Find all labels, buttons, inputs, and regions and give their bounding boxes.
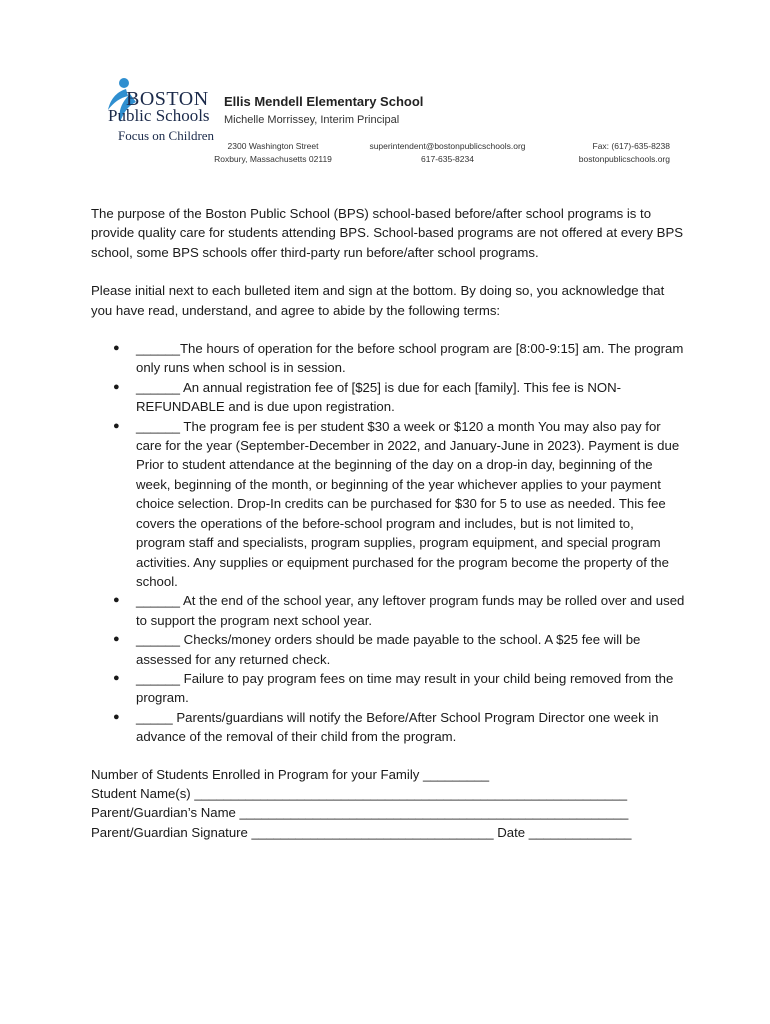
term-text: _____ Parents/guardians will notify the Before/After School Program Director one week in advance of the removal of their child from the program. <box>136 709 659 745</box>
document-body <box>91 204 685 842</box>
website-link[interactable]: bostonpublicschools.org <box>578 154 670 164</box>
logo-public-schools-text: Public Schools <box>108 106 210 125</box>
logo-tagline: Focus on Children <box>118 128 215 143</box>
contact-info <box>360 140 535 166</box>
list-item <box>91 417 685 592</box>
email-address[interactable]: superintendent@bostonpublicschools.org <box>369 141 526 151</box>
list-item <box>91 630 685 669</box>
letterhead <box>0 0 770 180</box>
bullet-icon: ● <box>113 342 120 355</box>
term-text: ______ An annual registration fee of [$25] is due for each [family]. This fee is NON-REFUNDABLE and is due upon registration. <box>136 379 622 415</box>
list-item <box>91 339 685 378</box>
term-text: ______ Failure to pay program fees on time may result in your child being removed from the program. <box>136 670 674 706</box>
address-line-2: Roxbury, Massachusetts 02119 <box>214 154 332 164</box>
guardian-name-field[interactable]: Parent/Guardian’s Name _____________________________________________________ <box>91 805 629 821</box>
fax-web-info <box>560 140 670 166</box>
term-text: ______ The program fee is per student $30 a week or $120 a month You may also pay for care for the year (September-December in 2022, and January-June in 2023). Payment is due Prior to student attendance at the beginning of the day on a drop-in day, beginning of the week, beginning of the month, or beginning of the year whichever applies to your payment choice selection. Drop-In credits can be purchased for $30 for 5 to use as needed. This fee covers the operations of the before-school program and includes, but is not limited to, program staff and specialists, program supplies, program equipment, and special program activities. Any supplies or equipment purchased for the program become the property of the school. <box>136 418 680 589</box>
school-name: Ellis Mendell Elementary School <box>224 94 424 109</box>
term-text: ______ Checks/money orders should be made payable to the school. A $25 fee will be assessed for any returned check. <box>136 632 641 667</box>
terms-list <box>91 339 685 747</box>
principal-name: Michelle Morrissey, Interim Principal <box>224 114 400 126</box>
guardian-signature-field[interactable]: Parent/Guardian Signature _________________________________ Date ______________ <box>91 824 632 840</box>
fax-number: Fax: (617)-635-8238 <box>592 141 670 151</box>
students-enrolled-field[interactable]: Number of Students Enrolled in Program for your Family _________ <box>91 766 490 782</box>
bullet-icon: ● <box>113 380 120 393</box>
bps-logo <box>104 76 216 146</box>
student-name-field[interactable]: Student Name(s) ___________________________________________________________ <box>91 785 628 801</box>
bullet-icon: ● <box>113 633 120 646</box>
term-text: ______The hours of operation for the before school program are [8:00-9:15] am. The program only runs when school is in session. <box>136 341 684 376</box>
instructions-paragraph: Please initial next to each bulleted item and sign at the bottom. By doing so, you acknowledge that you have read, understand, and agree to abide by the following terms: <box>91 283 665 318</box>
bullet-icon: ● <box>113 671 120 684</box>
address-line-1: 2300 Washington Street <box>227 141 319 151</box>
bullet-icon: ● <box>113 710 120 723</box>
phone-number: 617-635-8234 <box>421 154 474 164</box>
list-item <box>91 591 685 630</box>
bullet-icon: ● <box>113 419 120 432</box>
list-item <box>91 669 685 708</box>
street-address <box>208 140 338 166</box>
logo-boston-text: BOSTON <box>126 88 209 110</box>
list-item <box>91 708 685 747</box>
bullet-icon: ● <box>113 594 120 607</box>
purpose-paragraph: The purpose of the Boston Public School (BPS) school-based before/after school programs is to provide quality care for students attending BPS. School-based programs are not offered at every BPS school, some BPS schools offer third-party run before/after school programs. <box>91 206 684 260</box>
list-item <box>91 378 685 417</box>
term-text: ______ At the end of the school year, any leftover program funds may be rolled over and used to support the program next school year. <box>136 593 685 628</box>
